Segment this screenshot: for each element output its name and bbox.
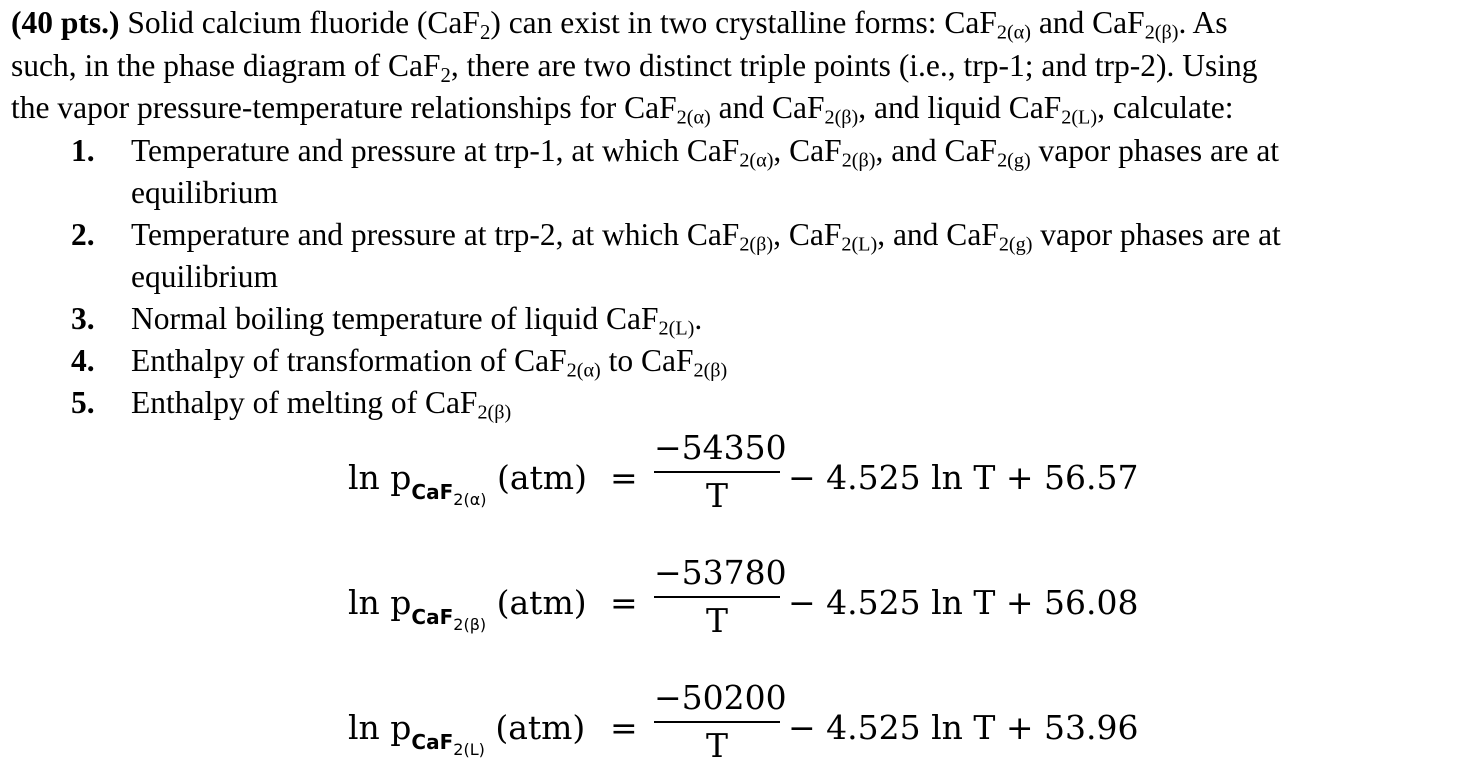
intro-line-1: (40 pts.) Solid calcium fluoride (CaF$_2$) can exist in two crystalline forms: CaF$_{2(\alpha)}$ and CaF$_{2(\beta)}$. As (11, 5, 1228, 44)
list-item: 3. Normal boiling temperature of liquid CaF$_{2(L)}$. (71, 298, 1471, 340)
fraction (654, 428, 787, 515)
intro-line-3: the vapor pressure-temperature relationships for CaF$_{2(\alpha)}$ and CaF$_{2(\beta)}$, and liquid CaF$_{2(L)}$, calculate: (11, 90, 1234, 129)
list-item: 5. Enthalpy of melting of CaF$_{2(\beta)}$ (71, 382, 1471, 424)
equals-sign: = (610, 708, 638, 747)
equation-rhs: − 4.525 ln T + 56.57 (788, 458, 1139, 497)
fraction (654, 678, 787, 765)
fraction-denominator: T (705, 476, 728, 515)
equation-rhs: − 4.525 ln T + 56.08 (788, 583, 1139, 622)
item-number: 4. (71, 343, 95, 378)
problem-statement (11, 2, 1473, 130)
list-item: 1. Temperature and pressure at trp-1, at which CaF$_{2(\alpha)}$, CaF$_{2(\beta)}$, and CaF$_{2(g)}$ vapor phases are at equilibrium (71, 130, 1471, 214)
points-label: (40 pts.) (11, 5, 120, 40)
equation-lhs: $\ln p_{CaF2(L)}$ (atm) (348, 708, 586, 759)
question-list (71, 130, 1471, 424)
equals-sign: = (610, 583, 638, 622)
fraction-bar (654, 471, 780, 473)
item-number: 3. (71, 301, 95, 336)
equation-rhs: − 4.525 ln T + 53.96 (788, 708, 1139, 747)
intro-line-2: such, in the phase diagram of CaF$_2$, there are two distinct triple points (i.e., trp-1; and trp-2). Using (11, 47, 1258, 87)
fraction-numerator: −53780 (654, 553, 787, 592)
list-item: 2. Temperature and pressure at trp-2, at which CaF$_{2(\beta)}$, CaF$_{2(L)}$, and CaF$_{2(g)}$ vapor phases are at equilibrium (71, 214, 1471, 298)
fraction-denominator: T (705, 726, 728, 765)
item-number: 1. (71, 133, 95, 168)
fraction-bar (654, 596, 780, 598)
equation-lhs: $\ln p_{CaF2(\beta)}$ (atm) (348, 583, 587, 634)
list-item: 4. Enthalpy of transformation of CaF$_{2(\alpha)}$ to CaF$_{2(\beta)}$ (71, 340, 1471, 382)
item-number: 2. (71, 217, 95, 252)
fraction-bar (654, 721, 780, 723)
fraction-numerator: −54350 (654, 428, 787, 467)
fraction (654, 553, 787, 640)
equation-lhs: $\ln p_{CaF2(\alpha)}$ (atm) (348, 458, 587, 509)
fraction-denominator: T (705, 601, 728, 640)
item-number: 5. (71, 385, 95, 420)
equals-sign: = (610, 458, 638, 497)
fraction-numerator: −50200 (654, 678, 787, 717)
